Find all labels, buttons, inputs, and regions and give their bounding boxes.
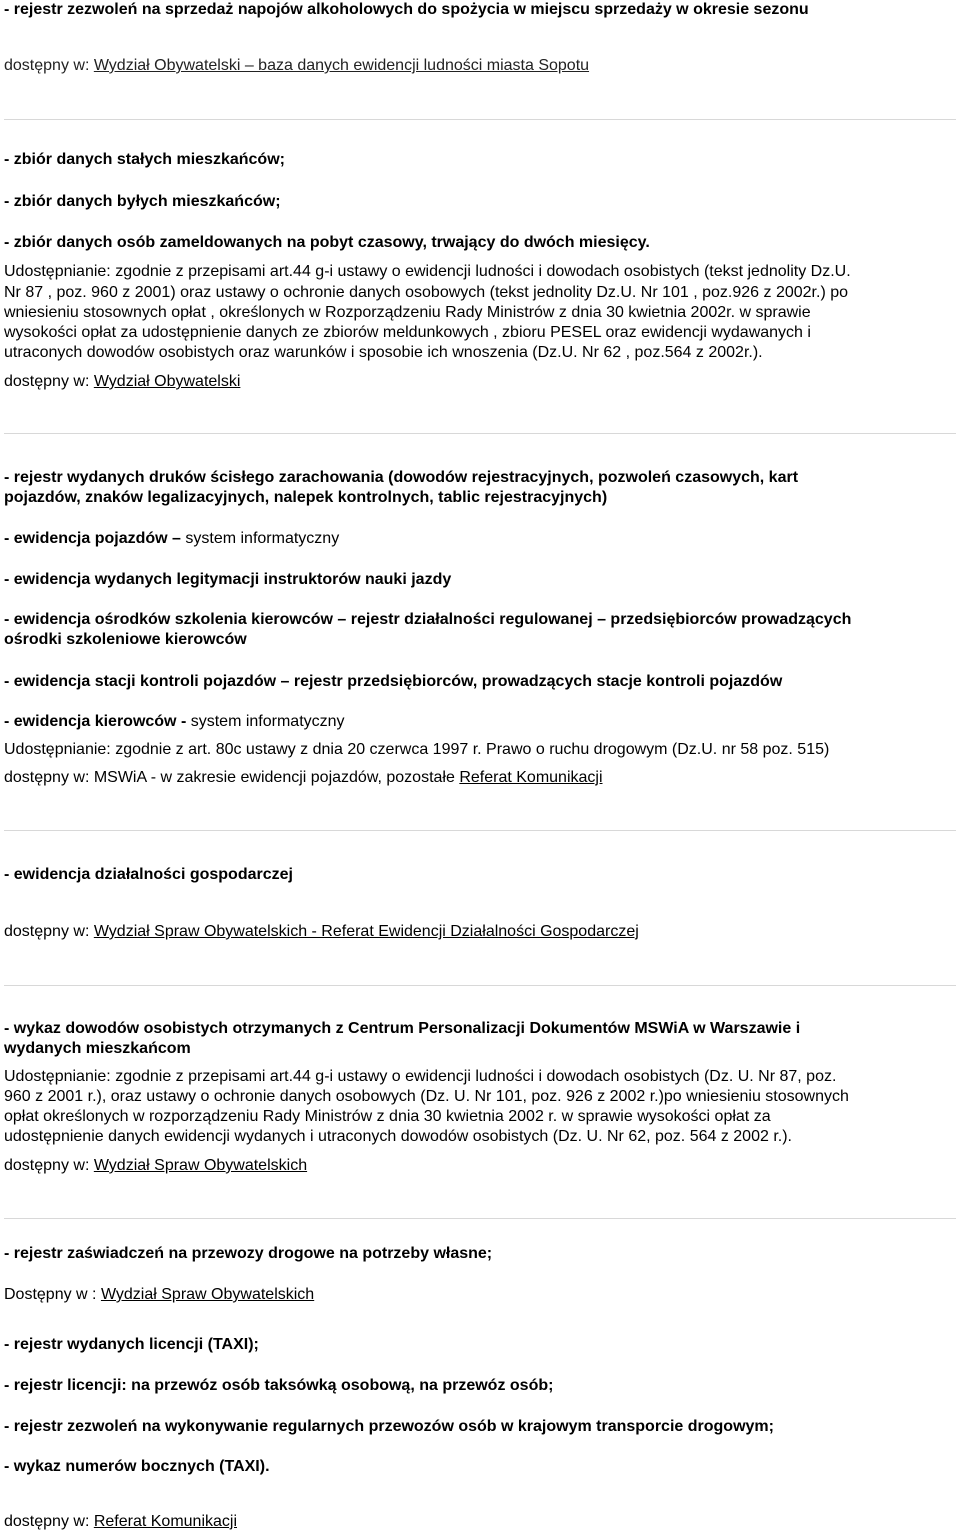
- list-item: ośrodki szkoleniowe kierowców: [4, 631, 247, 648]
- share-text: Nr 87 , poz. 960 z 2001) oraz ustawy o ochronie danych osobowych (tekst jednolity Dz.U. Nr 101 , poz.926 z 2002r.) po: [4, 284, 849, 301]
- section-title-przewozy: - rejestr zaświadczeń na przewozy drogowe na potrzeby własne;: [4, 1245, 493, 1262]
- share-text: 960 z 2001 r.), oraz ustawy o ochronie danych osobowych (Dz. U. Nr 101, poz. 926 z 2002 r.)po wniesieniu stosownych: [4, 1088, 849, 1105]
- section-title-sezon: - rejestr zezwoleń na sprzedaż napojów alkoholowych do spożycia w miejscu sprzedaży w okresie sezonu: [4, 1, 809, 18]
- section-title-dzialalnosc: - ewidencja działalności gospodarczej: [4, 866, 293, 883]
- availability-line: [4, 768, 603, 788]
- share-text: udostępnienie danych ewidencji wydanych i utraconych dowodów osobistych (Dz. U. Nr 62, poz. 564 z 2002 r.).: [4, 1128, 792, 1145]
- availability-prefix: dostępny w:: [4, 373, 94, 390]
- list-item: - ewidencja ośrodków szkolenia kierowców – rejestr działalności regulowanej – przedsiębiorców prowadzących: [4, 611, 852, 628]
- link-wydzial-obywatelski[interactable]: Wydział Obywatelski: [93, 373, 241, 390]
- availability-prefix: dostępny w: MSWiA - w zakresie ewidencji pojazdów, pozostałe: [4, 769, 460, 786]
- list-item: - zbiór danych stałych mieszkańców;: [4, 151, 285, 168]
- list-item: - zbiór danych byłych mieszkańców;: [4, 193, 281, 210]
- section-title-druki: pojazdów, znaków legalizacyjnych, nalepek kontrolnych, tablic rejestracyjnych): [4, 489, 608, 506]
- availability-prefix: dostępny w:: [4, 923, 94, 940]
- link-wydzial-obywatelski-baza[interactable]: Wydział Obywatelski – baza danych ewidencji ludności miasta Sopotu: [93, 57, 590, 74]
- share-text: Udostępnianie: zgodnie z przepisami art.44 g-i ustawy o ewidencji ludności i dowodach osobistych (Dz. U. Nr 87, poz.: [4, 1068, 837, 1085]
- availability-line: [4, 1156, 307, 1176]
- item-label: - ewidencja pojazdów –: [4, 530, 186, 547]
- availability-line: [4, 372, 240, 392]
- item-label: - ewidencja kierowców -: [4, 713, 191, 730]
- list-item: - rejestr wydanych licencji (TAXI);: [4, 1336, 259, 1353]
- availability-line: [4, 922, 639, 942]
- divider: [4, 1218, 956, 1219]
- divider: [4, 119, 956, 120]
- availability-prefix: dostępny w:: [4, 1513, 94, 1530]
- divider: [4, 433, 956, 434]
- availability-prefix: Dostępny w :: [4, 1286, 101, 1303]
- list-item: - ewidencja stacji kontroli pojazdów – rejestr przedsiębiorców, prowadzących stacje kontroli pojazdów: [4, 673, 783, 690]
- item-detail: system informatyczny: [190, 713, 345, 730]
- availability-prefix: dostępny w:: [4, 57, 94, 74]
- availability-prefix: dostępny w:: [4, 1157, 94, 1174]
- availability-line: [4, 1512, 237, 1532]
- link-wydzial-spraw-obywatelskich[interactable]: Wydział Spraw Obywatelskich: [100, 1286, 315, 1303]
- link-referat-ewidencji[interactable]: Wydział Spraw Obywatelskich - Referat Ewidencji Działalności Gospodarczej: [93, 923, 639, 940]
- list-item: - rejestr licencji: na przewóz osób taksówką osobową, na przewóz osób;: [4, 1377, 554, 1394]
- link-referat-komunikacji[interactable]: Referat Komunikacji: [93, 1513, 237, 1530]
- share-text: Udostępnianie: zgodnie z przepisami art.44 g-i ustawy o ewidencji ludności i dowodach osobistych (tekst jednolity Dz.U.: [4, 263, 851, 280]
- share-text: wysokości opłat za udostępnienie danych ze zbiorów meldunkowych , zbioru PESEL oraz ewidencji wydawanych i: [4, 324, 811, 341]
- list-item: - ewidencja wydanych legitymacji instruktorów nauki jazdy: [4, 571, 452, 588]
- section-title-druki: - rejestr wydanych druków ścisłego zarachowania (dowodów rejestracyjnych, pozwoleń czasowych, kart: [4, 469, 799, 486]
- share-text: opłat określonych w rozporządzeniu Rady Ministrów z dnia 30 kwietnia 2002 r. w sprawie wysokości opłat za: [4, 1108, 771, 1125]
- availability-line: [4, 1285, 314, 1305]
- share-text: utraconych dowodów osobistych oraz warunków i sposobie ich wnoszenia (Dz.U. Nr 62 , poz.564 z 2002r.).: [4, 344, 763, 361]
- divider: [4, 830, 956, 831]
- list-item: - rejestr zezwoleń na wykonywanie regularnych przewozów osób w krajowym transporcie drogowym;: [4, 1418, 774, 1435]
- availability-line: [4, 56, 589, 76]
- list-item: - zbiór danych osób zameldowanych na pobyt czasowy, trwający do dwóch miesięcy.: [4, 234, 650, 251]
- section-title-dowody: wydanych mieszkańcom: [4, 1040, 191, 1057]
- link-wydzial-spraw-obywatelskich[interactable]: Wydział Spraw Obywatelskich: [93, 1157, 308, 1174]
- share-text: Udostępnianie: zgodnie z art. 80c ustawy z dnia 20 czerwca 1997 r. Prawo o ruchu drogowym (Dz.U. nr 58 poz. 515): [4, 741, 830, 758]
- list-item: [4, 712, 345, 732]
- list-item: - wykaz numerów bocznych (TAXI).: [4, 1458, 270, 1475]
- link-referat-komunikacji[interactable]: Referat Komunikacji: [459, 769, 603, 786]
- list-item: [4, 529, 339, 549]
- divider: [4, 985, 956, 986]
- item-detail: system informatyczny: [185, 530, 340, 547]
- share-text: wniesieniu stosownych opłat , określonych w Rozporządzeniu Rady Ministrów z dnia 30 kwietnia 2002r. w sprawie: [4, 304, 811, 321]
- section-title-dowody: - wykaz dowodów osobistych otrzymanych z Centrum Personalizacji Dokumentów MSWiA w Warszawie i: [4, 1020, 801, 1037]
